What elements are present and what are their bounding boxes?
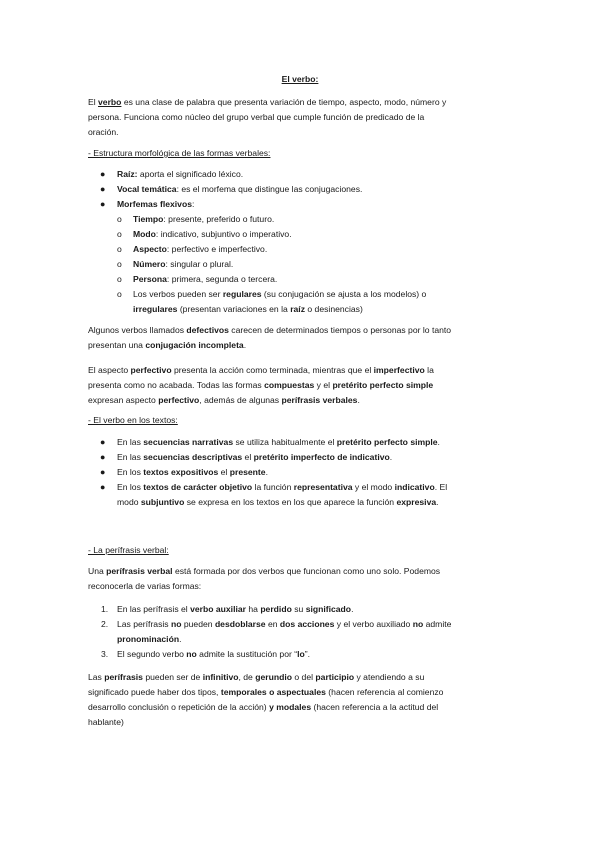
section-heading-estructura: - Estructura morfológica de las formas verbales: [88,148,271,158]
section-heading-textos: - El verbo en los textos: [88,415,178,425]
sub-list-item: o Número: singular o plural. [117,259,234,269]
list-item: ● Raíz: aporta el significado léxico. [100,169,244,179]
sub-list-item: o Tiempo: presente, preferido o futuro. [117,214,275,224]
estructura-list [88,167,513,317]
list-item: ● En las secuencias narrativas se utiliza habitualmente el pretérito perfecto simple. [100,437,440,447]
sub-list-item: o Persona: primera, segunda o tercera. [117,274,278,284]
perifrasis-tipos-paragraph: Las perífrasis pueden ser de infinitivo, de gerundio o del participio y atendiendo a su significado puede haber dos tipos, temporales o aspectuales (hacen referencia al comienzo desarrollo conclusión o repetición de la acción) y modales (hacen referencia a la actitud del hablante) [88,672,444,727]
list-item: ● En las secuencias descriptivas el pretérito imperfecto de indicativo. [100,452,393,462]
list-item: ● En los textos expositivos el presente. [100,467,268,477]
sub-list-item: o Modo: indicativo, subjuntivo o imperativo. [117,229,292,239]
defectivos-paragraph: Algunos verbos llamados defectivos carecen de determinados tiempos o personas por lo tanto presentan una conjugación incompleta. [88,325,452,350]
perifrasis-intro: Una perífrasis verbal está formada por dos verbos que funcionan como uno solo. Podemos reconocerla de varias formas: [88,566,441,591]
section-heading-perifrasis: - La perífrasis verbal: [88,545,169,555]
list-item: ● Vocal temática: es el morfema que distingue las conjugaciones. [100,184,363,194]
sub-list-item: o Aspecto: perfectivo e imperfectivo. [117,244,268,254]
list-item: 3. El segundo verbo no admite la sustitución por “lo”. [101,649,310,659]
list-item: ● Morfemas flexivos: [100,199,195,209]
aspecto-paragraph: El aspecto perfectivo presenta la acción como terminada, mientras que el imperfectivo la presenta como no acabada. Todas las formas compuestas y el pretérito perfecto simple expresan aspecto perfectivo, además de algunas perífrasis verbales. [88,365,434,405]
list-item: ● En los textos de carácter objetivo la función representativa y el modo indicativo. El modo subjuntivo se expresa en los textos en los que aparece la función expresiva. [100,482,448,507]
intro-paragraph: El verbo es una clase de palabra que presenta variación de tiempo, aspecto, modo, número y persona. Funciona como núcleo del grupo verbal que cumple función de predicado de la oración. [88,97,447,137]
textos-list [88,435,513,510]
perifrasis-numbered-list [88,602,513,662]
list-item: 1. En las perífrasis el verbo auxiliar ha perdido su significado. [101,604,354,614]
page-title: El verbo: [281,74,319,84]
list-item: 2. Las perífrasis no pueden desdoblarse en dos acciones y el verbo auxiliado no admite pronominación. [101,619,452,644]
sub-list-item: o Los verbos pueden ser regulares (su conjugación se ajusta a los modelos) o irregulares (presentan variaciones en la raíz o desinencias) [117,289,427,314]
